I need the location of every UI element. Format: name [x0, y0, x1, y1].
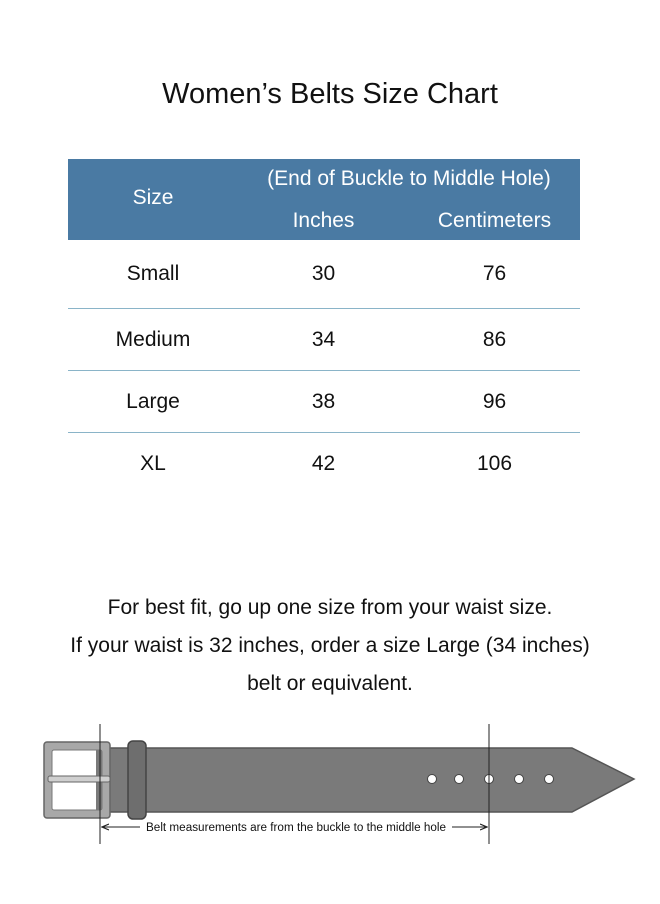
- table-body: [68, 240, 580, 494]
- header-inches: Inches: [292, 209, 355, 232]
- page-title: Women’s Belts Size Chart: [162, 78, 498, 110]
- cell-inches: 34: [311, 327, 336, 351]
- cell-size: XL: [140, 451, 166, 475]
- belt-hole: [428, 775, 437, 784]
- header-measurement-span: (End of Buckle to Middle Hole): [267, 167, 551, 190]
- belt-diagram: [0, 720, 660, 850]
- cell-centimeters: 96: [482, 389, 507, 413]
- belt-buckle-prong: [48, 776, 110, 782]
- cell-centimeters: 86: [482, 327, 507, 351]
- belt-keeper-loop: [128, 741, 146, 819]
- table-header: [68, 159, 580, 240]
- cell-size: Small: [126, 262, 180, 285]
- header-size: Size: [132, 186, 174, 209]
- cell-inches: 38: [311, 389, 336, 413]
- table-row: [68, 309, 580, 371]
- size-table: [68, 159, 580, 494]
- cell-inches: 42: [311, 451, 336, 475]
- cell-size: Large: [126, 389, 180, 413]
- measure-caption: Belt measurements are from the buckle to the middle hole: [146, 822, 446, 834]
- table-row: [68, 240, 580, 309]
- belt-hole: [455, 775, 464, 784]
- belt-hole: [545, 775, 554, 784]
- cell-centimeters: 76: [482, 262, 507, 285]
- cell-centimeters: 106: [476, 451, 513, 475]
- cell-size: Medium: [115, 327, 191, 351]
- cell-inches: 30: [311, 262, 336, 285]
- fit-note-line-2: If your waist is 32 inches, order a size Large (34 inches): [70, 634, 590, 657]
- table-row: [68, 433, 580, 494]
- belt-strap: [100, 748, 634, 812]
- belt-hole: [515, 775, 524, 784]
- table-row: [68, 371, 580, 433]
- header-centimeters: Centimeters: [437, 209, 552, 232]
- fit-note-line-3: belt or equivalent.: [247, 672, 413, 695]
- fit-note-line-1: For best fit, go up one size from your waist size.: [107, 596, 553, 619]
